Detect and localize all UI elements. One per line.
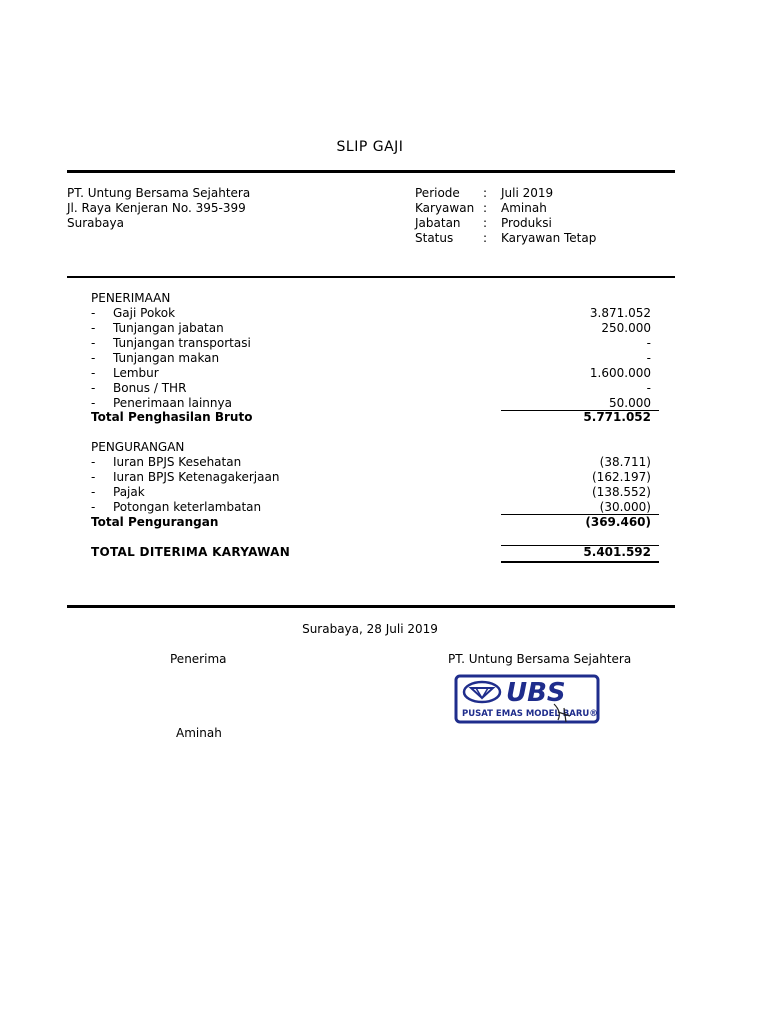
item-value: - — [646, 381, 651, 395]
grand-total-double-underline — [501, 561, 659, 563]
item-value: 50.000 — [609, 396, 651, 410]
item-label: Tunjangan jabatan — [113, 321, 224, 335]
receiver-label: Penerima — [170, 652, 227, 666]
info-value-status: Karyawan Tetap — [501, 231, 597, 245]
info-sep: : — [483, 231, 488, 245]
grand-total-value: 5.401.592 — [583, 545, 651, 559]
grand-total-label: TOTAL DITERIMA KARYAWAN — [91, 545, 291, 559]
list-bullet: - — [91, 455, 96, 469]
info-sep: : — [483, 201, 488, 215]
penerimaan-total-value: 5.771.052 — [583, 410, 651, 424]
item-value: (162.197) — [592, 470, 651, 484]
list-bullet: - — [91, 470, 96, 484]
company-stamp — [454, 674, 600, 724]
item-label: Gaji Pokok — [113, 306, 176, 320]
company-address: Jl. Raya Kenjeran No. 395-399 — [67, 201, 246, 215]
item-label: Iuran BPJS Kesehatan — [113, 455, 242, 469]
info-value-karyawan: Aminah — [501, 201, 547, 215]
info-label-status: Status — [415, 231, 454, 245]
info-label-jabatan: Jabatan — [415, 216, 461, 230]
stamp-subtext: PUSAT EMAS MODEL BARU® — [462, 709, 598, 719]
company-city: Surabaya — [67, 216, 124, 230]
list-bullet: - — [91, 381, 96, 395]
receiver-name: Aminah — [176, 726, 222, 740]
item-value: (30.000) — [599, 500, 651, 514]
info-sep: : — [483, 216, 488, 230]
info-sep: : — [483, 186, 488, 200]
page-title: SLIP GAJI — [336, 139, 404, 155]
list-bullet: - — [91, 500, 96, 514]
stamp-text: UBS — [506, 678, 566, 708]
item-value: - — [646, 336, 651, 350]
penerimaan-heading: PENERIMAAN — [91, 291, 171, 305]
item-value: - — [646, 351, 651, 365]
item-label: Tunjangan transportasi — [113, 336, 251, 350]
item-value: 250.000 — [601, 321, 651, 335]
stamp-logo — [454, 674, 600, 724]
pengurangan-total-label: Total Pengurangan — [91, 515, 219, 529]
company-name: PT. Untung Bersama Sejahtera — [67, 186, 251, 200]
item-value: (138.552) — [592, 485, 651, 499]
item-label: Lembur — [113, 366, 159, 380]
info-label-karyawan: Karyawan — [415, 201, 475, 215]
info-label-periode: Periode — [415, 186, 460, 200]
item-label: Iuran BPJS Ketenagakerjaan — [113, 470, 280, 484]
list-bullet: - — [91, 306, 96, 320]
footer-divider — [67, 605, 675, 608]
list-bullet: - — [91, 366, 96, 380]
list-bullet: - — [91, 336, 96, 350]
company-signatory: PT. Untung Bersama Sejahtera — [448, 652, 632, 666]
item-value: (38.711) — [599, 455, 651, 469]
penerimaan-total-label: Total Penghasilan Bruto — [91, 410, 253, 424]
item-label: Tunjangan makan — [113, 351, 220, 365]
place-date: Surabaya, 28 Juli 2019 — [302, 622, 438, 636]
info-value-periode: Juli 2019 — [501, 186, 554, 200]
pengurangan-total-value: (369.460) — [585, 515, 651, 529]
pengurangan-heading: PENGURANGAN — [91, 440, 185, 454]
list-bullet: - — [91, 321, 96, 335]
item-label: Pajak — [113, 485, 145, 499]
info-value-jabatan: Produksi — [501, 216, 552, 230]
item-value: 3.871.052 — [589, 306, 651, 320]
list-bullet: - — [91, 351, 96, 365]
item-label: Bonus / THR — [113, 381, 187, 395]
item-value: 1.600.000 — [589, 366, 651, 380]
header-divider — [67, 170, 675, 173]
info-divider — [67, 276, 675, 278]
list-bullet: - — [91, 396, 96, 410]
list-bullet: - — [91, 485, 96, 499]
item-label: Potongan keterlambatan — [113, 500, 262, 514]
diamond-icon — [464, 682, 500, 702]
item-label: Penerimaan lainnya — [113, 396, 232, 410]
